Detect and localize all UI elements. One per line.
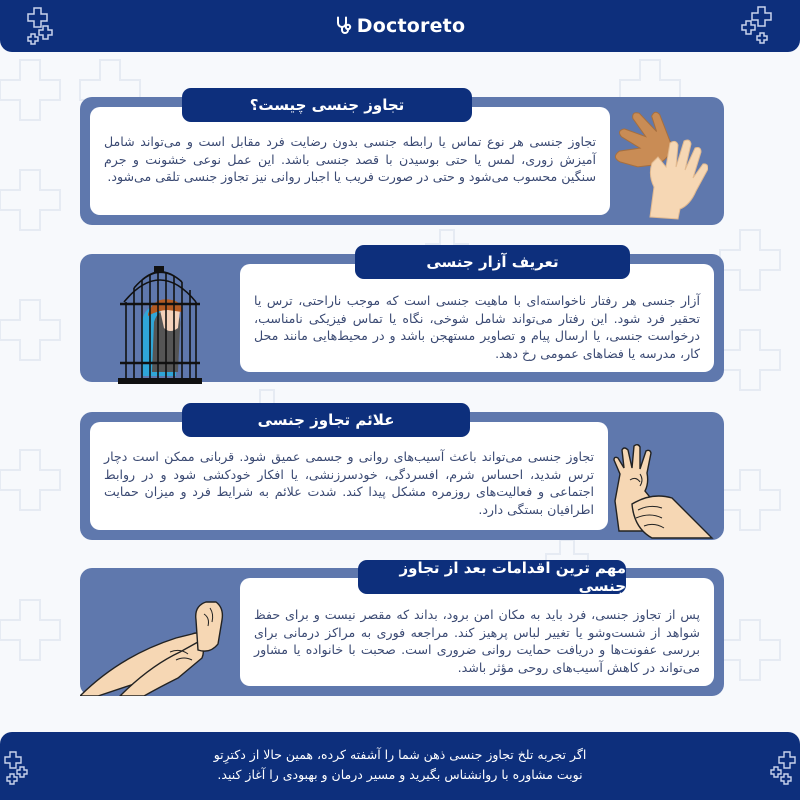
medical-cross-cluster-icon (26, 5, 60, 45)
section-title (355, 245, 630, 279)
stethoscope-icon (335, 16, 353, 36)
person-in-cage-icon (118, 262, 202, 384)
section-title (182, 403, 470, 437)
footer-line-2: نوبت مشاوره با روانشناس بگیرید و مسیر درمان و بهبودی را آغاز کنید. (217, 767, 583, 782)
section-title-text: تعریف آزار جنسی (426, 253, 559, 271)
grabbing-hands-icon (608, 111, 708, 221)
header-bar (0, 0, 800, 52)
section-body-text: تجاوز جنسی هر نوع تماس یا رابطه جنسی بدون رضایت فرد مقابل است و می‌تواند شامل آمیزش زوری، لمس یا حتی بوسیدن با قصد جنسی باشد. این عمل نوعی خشونت و جرم سنگین محسوب می‌شود و حتی در صورت فریب یا اجبار روانی نیز تجاوز جنسی تلقی می‌شود. (104, 134, 596, 184)
section-title (182, 88, 472, 122)
medical-cross-cluster-icon (770, 750, 796, 786)
section-card-what-is-rape (80, 97, 724, 225)
brand-name: Doctoreto (356, 15, 466, 37)
section-card-actions-after (80, 559, 724, 696)
clenched-fist-grab-icon (80, 592, 240, 696)
section-title-text: علائم تجاوز جنسی (257, 411, 395, 429)
gripped-wrist-icon (600, 434, 724, 540)
brand-logo[interactable] (335, 15, 465, 37)
medical-cross-cluster-icon (740, 5, 774, 45)
medical-cross-cluster-icon (4, 750, 30, 786)
section-card-harassment-definition (80, 254, 724, 382)
section-body-panel (90, 422, 608, 530)
section-title-text: تجاوز جنسی چیست؟ (249, 96, 405, 114)
footer-cta-banner (0, 732, 800, 800)
section-body-text: آزار جنسی هر رفتار ناخواسته‌ای با ماهیت جنسی است که موجب ناراحتی، ترس یا تحقیر فرد شود. این رفتار می‌تواند شامل شوخی، نگاه یا تماس فیزیکی نامناسب، درخواست جنسی، یا ارسال پیام و تصاویر مستهجن باشد و در محیط‌هایی مانند محل کار، مدرسه یا فضاهای عمومی رخ دهد. (254, 293, 700, 361)
section-title (358, 560, 626, 594)
section-body-text: تجاوز جنسی می‌تواند باعث آسیب‌های روانی و جسمی عمیق شود. قربانی ممکن است دچار ترس شدید، احساس شرم، افسردگی، خودسرزنشی، یا افکار خودکشی شود و در روابط اجتماعی و فعالیت‌های روزمره مشکل پیدا کند. شدت علائم به شرایط فرد و میزان حمایت اطرافیان بستگی دارد. (104, 449, 594, 517)
footer-line-1: اگر تجربه تلخ تجاوز جنسی ذهن شما را آشفته کرده، همین حالا از دکترِتو (213, 747, 587, 762)
section-body-text: پس از تجاوز جنسی، فرد باید به مکان امن برود، بداند که مقصر نیست و برای حفظ شواهد از شست‌وشو یا تغییر لباس پرهیز کند. مراجعه فوری به مراکز درمانی برای بررسی عفونت‌ها و دریافت حمایت روانی ضروری است. صحبت با خانواده یا مشاور می‌تواند در کاهش آسیب‌های روحی مؤثر باشد. (254, 607, 700, 675)
section-body-panel (90, 107, 610, 215)
section-body-panel (240, 264, 714, 372)
section-title-text: مهم ترین اقدامات بعد از تجاوز جنسی (399, 559, 626, 595)
section-card-symptoms (80, 412, 724, 540)
